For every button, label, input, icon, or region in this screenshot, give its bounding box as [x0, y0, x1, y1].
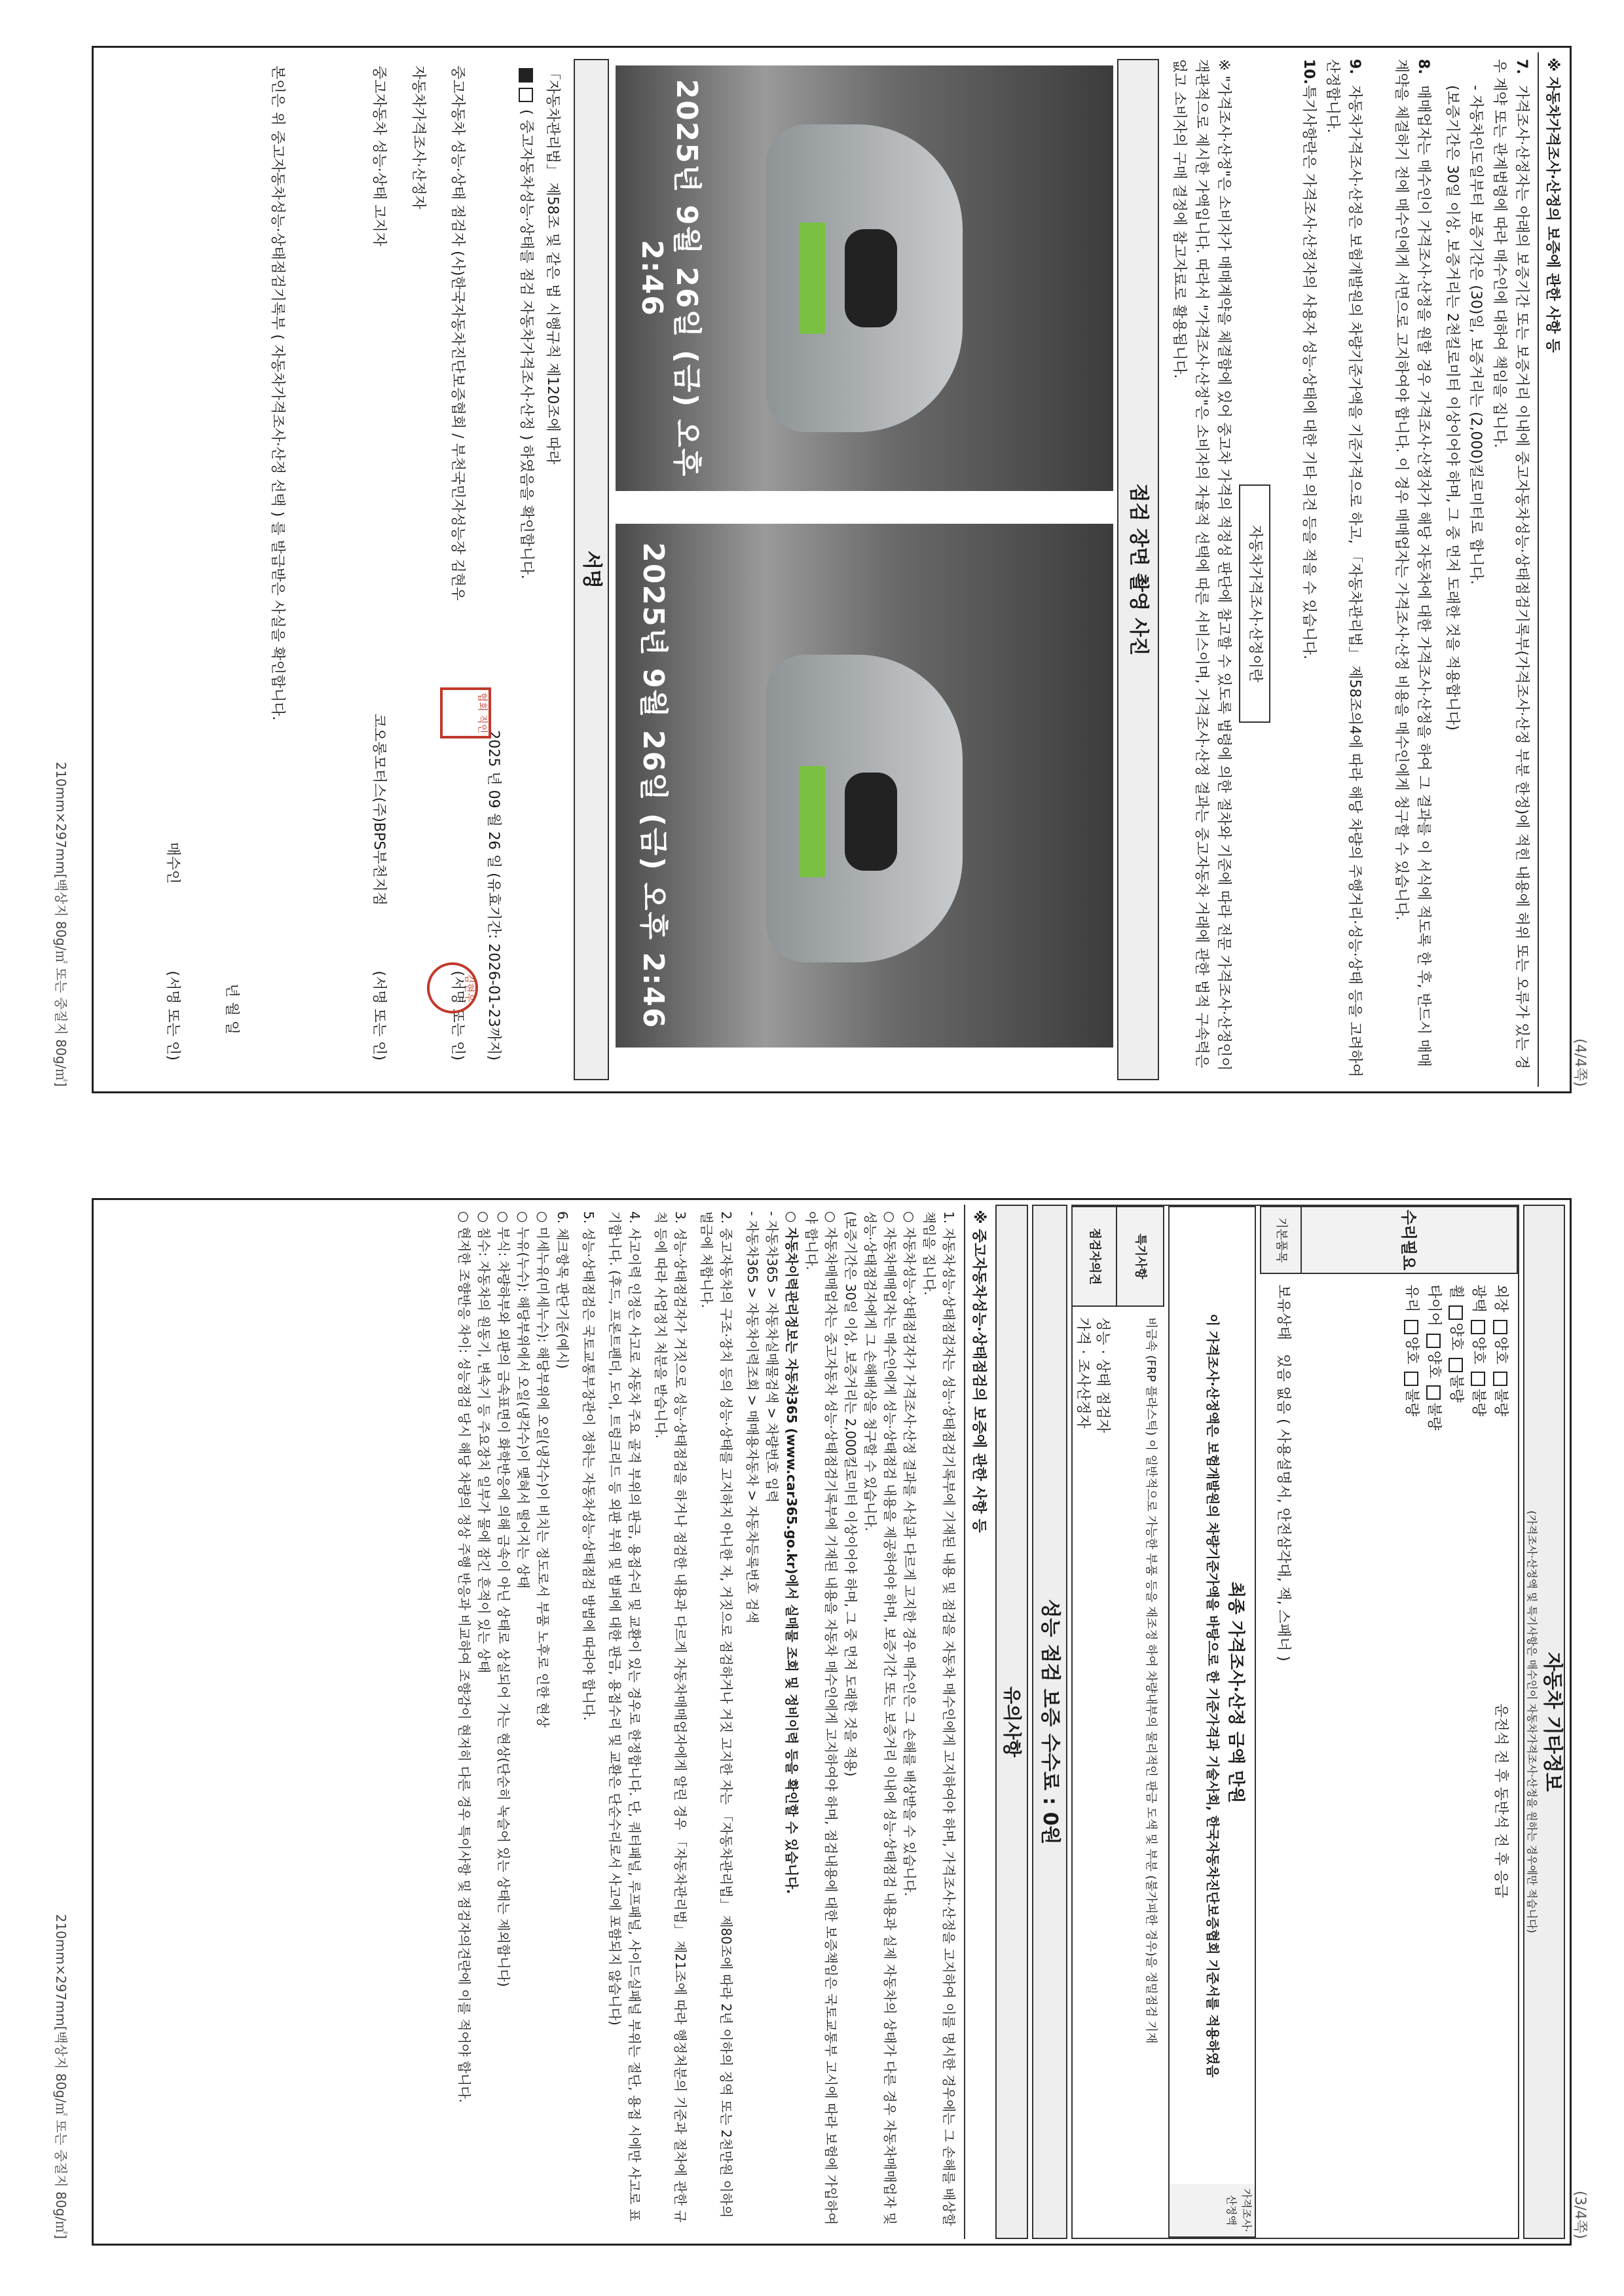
special-note: 비금속 (FRP 플라스틱) 이 일반적으로 가능한 부품 등을 재조정 하여 차량내부의 물리적인 판금 도색 및 부분 (불가피한 경우)을 정밀점검 기재: [1144, 1317, 1158, 2044]
checkbox: [1449, 1305, 1463, 1320]
note-item: - 자동차365 > 자동차이력조회 > 매매용자동차 > 자동차등록번호 검색: [745, 1211, 760, 1624]
note-item: - 자동차365 > 자동차실매물검색 > 차량번호 입력: [764, 1211, 780, 1503]
checkbox: [1471, 1372, 1485, 1386]
paper-spec: 210mm×297mm[백상지 80g/㎡ 또는 중질지 80g/㎡]: [53, 761, 69, 1087]
price-section: [1168, 1206, 1256, 2238]
note-item: ○ 누유(누수): 해당부위에서 오일(냉각수)이 맺혀서 떨어지는 상태: [515, 1211, 531, 1589]
checkbox: [1404, 1372, 1418, 1386]
price-note: 이 가격조사·산정액은 보험개발원의 차량기준가액을 바탕으로 한 기준가격과 기술사회, 한국자동차진단보증협회 기준서를 적용하였음: [1205, 1313, 1221, 2078]
page-4: [39, 26, 1591, 1113]
appraiser-line: 자동차가격조사·산정자: [410, 65, 426, 210]
inspector-line: 중고자동차 성능·상태 점검자 (사)한국자동차진단보증협회 / 부천국민자성능장 김현우: [449, 65, 466, 601]
special-label: 특기사항: [1116, 1206, 1164, 1307]
note-item: ○ 부식: 차량하부와 외판의 금속표면이 화학반응에 의해 금속이 아닌 상태로 상실되어 가는 현상(단순히 녹슬어 있는 상태는 제외합니다): [496, 1211, 511, 1987]
repair-label: 수리필요: [1299, 1206, 1518, 1274]
note-item: 2. 중고자동차의 구조·장치 등의 성능·상태를 고지하지 아니한 자, 거짓으로 점검하거나 거짓 고지한 자는 「자동차관리법」 제80조에 따라 2년 이하의 징역 또는 2천만원 이하의 벌금에 처합니다.: [699, 1211, 734, 2218]
page-3: [39, 1178, 1591, 2265]
row-wheel: 휠 양호 불량: [1448, 1285, 1464, 1403]
final-price: 최종 가격조사·산정 금액 만원: [1226, 1581, 1246, 1804]
note-item: ○ 자동차성능·상태점검자가 가격조사·산정 결과를 사실과 다르게 고지한 경우 매수인은 그 손해를 배상받을 수 있습니다.: [902, 1211, 917, 1897]
row-glass: 유리 양호 불량: [1403, 1285, 1420, 1417]
table-rows: [1400, 1285, 1511, 1677]
section-title-box: [1523, 1205, 1565, 2239]
notes-header: ※ 자동차가격조사·산정의 보증에 관한 사항 등: [1538, 52, 1565, 1087]
note-item-8: 8.매매업자는 매수인이 가격조사·산정을 원할 경우 가격조사·산정자가 해당 자동차에 대한 가격조사·산정을 하여 그 결과를 이 서식에 적도록 한 후, 반드시 매매계약을 체결하기 전에 매수인에게 서면으로 고지하여야 합니다. 이 경우 매매업자는 가격조사·산정 비용을 매수인에게 청구할 수 있습니다.: [1393, 59, 1431, 1067]
note-item-9: 9.자동차가격조사·산정은 보험개발원의 차량기준가액을 기준가격으로 하고, 「자동차관리법」 제58조의4에 따라 해당 차량의 주행거리·성능·상태 등을 고려하여 산정합니다.: [1324, 59, 1363, 1078]
sign-title: 서명: [574, 59, 609, 1080]
sign-date: 2025 년 09 월 26 일 (유효기간: 2026-01-23까지): [485, 730, 502, 1061]
row-tire: 타이어 양호 불량: [1426, 1285, 1442, 1430]
note-item: 3. 성능·상태점검자가 거짓으로 성능·상태점검을 하거나 점검한 내용과 다르게 자동차매매업자에게 알린 경우 「자동차관리법」 제21조에 따라 행정처분의 기준과 절차에 관한 규칙 등에 따라 사업정지 처분을 받습니다.: [653, 1211, 688, 2223]
association-seal: 협회 직인: [440, 687, 491, 738]
caution-notes: [454, 1211, 959, 2232]
inspector-seal: 김현우: [427, 962, 478, 1013]
tire-positions: 운전석 전 후 동반석 전 후 응급: [1492, 1704, 1509, 1898]
warranty-fee: 성능 점검 보증 수수료 : 0원: [1032, 1205, 1067, 2239]
note-item: ○ 자동차이력관리정보는 자동차365 (www.car365.go.kr)에서 실매물 조회 및 정비이력 등을 확인할 수 있습니다.: [784, 1211, 800, 1894]
checkbox-performance-checked: [519, 68, 533, 82]
note-item: ○ 자동차매매업자는 매수인에게 성능·상태점검 내용을 제공하여야 하며, 보증기간 또는 보증거리 이내에 성능·상태점검 내용과 실제 자동차의 상태가 다른 경우 자동차매매업자 및 성능·상태점검자에게 그 손해배상을 청구할 수 있습니다.: [862, 1211, 898, 2225]
inspection-photo-1: [616, 65, 1113, 491]
inspector-opinion-label: 점검자의견: [1071, 1206, 1117, 1307]
note-item: ○ 미세누유(미세누수): 해당부위에 오일(냉각수)이 비치는 정도로서 부품 노후로 인한 현상: [535, 1211, 551, 1728]
note-item: (보증기간은 30일 이상, 보증거리는 2,000킬로미터 이상이어야 하며, 그 중 먼저 도래한 것을 적용): [843, 1211, 858, 1777]
photo-timestamp: 2025년 9월 26일 (금) 오후 2:46: [637, 542, 670, 1029]
note-item: 5. 성능·상태점검은 국토교통부장관이 정하는 자동차성능·상태점검 방법에 따라야 합니다.: [581, 1211, 597, 1721]
appraiser-opinion: 가격 · 조사산정자: [1075, 1317, 1091, 1429]
note-item-7b: (보증기간은 30일 이상, 보증거리는 2천킬로미터 이상이어야 하며, 그 중 먼저 도래한 것을 적용합니다): [1444, 85, 1460, 731]
note-item: 1. 자동차성능·상태점검자는 성능·상태점검기록부에 기재된 내용 및 점검을 자동차 매수인에게 고지하여야 하며, 가격조사·산정을 고지하여 이를 명시한 경우에는 그 손해를 배상할 책임을 집니다.: [921, 1211, 957, 2226]
paper-spec: 210mm×297mm[백상지 80g/㎡ 또는 중질지 80g/㎡]: [53, 1914, 69, 2239]
note-item: 4. 사고이력 인정은 사고로 자동차 주요 골격 부위의 판금, 용접수리 및 교환이 있는 경우로 한정합니다. 단, 쿼터패널, 루프패널, 사이드실패널 부위는 절단, 용접 시에만 사고로 표기합니다. (후드, 프론트펜더, 도어, 트렁크리드 등 외판 부위 및 범퍼에 대한 판금, 용접수리 및 교환은 단순수리로서 사고에 포함되지 않습니다): [607, 1211, 642, 2221]
price-section-label: 가격조사·산정액: [1170, 2184, 1255, 2236]
note-item-7a: - 자동차인도일부터 보증기간은 (30)일, 보증거리는 (2,000)킬로미터로 합니다.: [1467, 85, 1484, 585]
option-items: 보유상태 있음 없음 ( 사용설명서, 안전삼각대, 잭, 스패너 ): [1275, 1285, 1291, 1662]
buyer-confirm: 본인은 위 중고자동차성능·상태점검기록부 ( 자동차가격조사·산정 선택 ) 를 발급받은 사실을 확인합니다.: [269, 65, 286, 721]
inspection-photo-2: [616, 524, 1113, 1048]
notifier-line: 중고자동차 성능·상태 고지자: [371, 65, 387, 247]
row-gloss: 광택 양호 불량: [1470, 1285, 1486, 1417]
buyer-date: 년 월 일: [223, 983, 240, 1034]
info-table: [1071, 1205, 1519, 2239]
section-title: 자동차 기타정보: [1541, 1652, 1564, 1792]
checkbox: [1404, 1320, 1418, 1334]
checkbox-appraisal: [519, 88, 533, 102]
notes-header: ※ 중고자동차성능·상태점검의 보증에 관한 사항 등: [964, 1205, 991, 2239]
photo-timestamp: 2025년 9월 26일 (금) 오후 2:46: [635, 79, 703, 478]
note-item: ○ 자동차매매업자는 중고자동차 성능·상태점검기록부에 기재된 내용을 자동차 매수인에게 고지하여야 하며, 점검내용에 대한 보증책임은 국토교통부 고시에 따라 보험에 가입하여야 합니다.: [803, 1211, 839, 2225]
note-item: ○ 침수: 자동차의 원동기, 변속기 등 주요장치 일부가 물에 잠긴 흔적이 있는 상태: [476, 1211, 492, 1673]
cautions-title: 유의사항: [995, 1205, 1028, 2239]
note-item: ○ 현저한 조향반응 차이: 성능점검 당시 해당 차량의 정상 주행 반응과 비교하여 조향감이 현저히 다른 경우 특이사항 및 점검자의견란에 이를 적어야 합니다.: [456, 1211, 472, 2103]
section-subtitle: (가격조사·산정액 및 특기사항은 매수인이 자동차가격조사·산정을 원하는 경우에만 적습니다): [1526, 1510, 1538, 1933]
callout-box: 자동차가격조사·산정이란: [1239, 484, 1270, 723]
law-text-2: ( 중고자동차성능·상태를 점검 자동차가격조사·산정 ) 하였음을 확인합니다.: [515, 65, 537, 1074]
callout-text: ※ "가격조사·산정"은 소비자가 매매계약을 체결함에 있어 중고차 가격의 적정성 판단에 참고할 수 있도록 법령에 의한 절차와 기준에 따라 전문 가격조사·산정인이 객관적으로 제시한 가액입니다. 따라서 "가격조사·산정"은 소비자의 자율적 선택에 따른 서비스이며, 가격조사·산정 결과는 중고자동차 거래에 관한 법적 구속력은 없고 소비자의 구매 결정에 참고자료로 활용됩니다.: [1171, 59, 1232, 1071]
note-item-7: 7.가격조사·산정자는 아래의 보증기간 또는 보증거리 이내에 중고자동차성능·상태점검기록부(가격조사·산정 부분 한정)에 적힌 내용에 허위 또는 오류가 있는 경우 계약 또는 관계법령에 따라 매수인에 대하여 책임을 집니다.: [1491, 59, 1530, 1070]
checkbox: [1426, 1385, 1441, 1400]
page-number: (4/4쪽): [1572, 1038, 1588, 1087]
law-text: 「자동차관리법」 제58조 및 같은 법 시행규칙 제120조에 따라: [544, 65, 561, 465]
sign-or-seal: (서명 또는 인): [164, 970, 181, 1061]
page-number: (3/4쪽): [1572, 2191, 1588, 2239]
note-item: 6. 체크항목 판단기준(예시): [555, 1211, 570, 1369]
checkbox: [1471, 1320, 1485, 1334]
photo-title: 점검 장면 촬영 사진: [1117, 59, 1159, 1080]
note-item-10: 10.특기사항란은 가격조사·산정자의 사용자 성능·상태에 대한 기타 의견 등을 적을 수 있습니다.: [1301, 59, 1317, 660]
row-exterior: 외장 양호 불량: [1492, 1285, 1509, 1417]
option-label: 기본품목: [1260, 1206, 1302, 1274]
inspector-opinion: 성능 · 상태 점검자: [1094, 1317, 1111, 1433]
sign-or-seal: (서명 또는 인): [371, 970, 387, 1061]
checkbox: [1493, 1372, 1507, 1386]
sign-or-seal: (서명 또는 인): [449, 970, 466, 1061]
dealer-name: 코오롱모터스(주)BPS부천지점: [371, 714, 387, 906]
buyer-label: 매수인: [164, 842, 181, 884]
checkbox: [1493, 1320, 1507, 1334]
checkbox: [1449, 1358, 1463, 1372]
checkbox: [1426, 1334, 1441, 1348]
